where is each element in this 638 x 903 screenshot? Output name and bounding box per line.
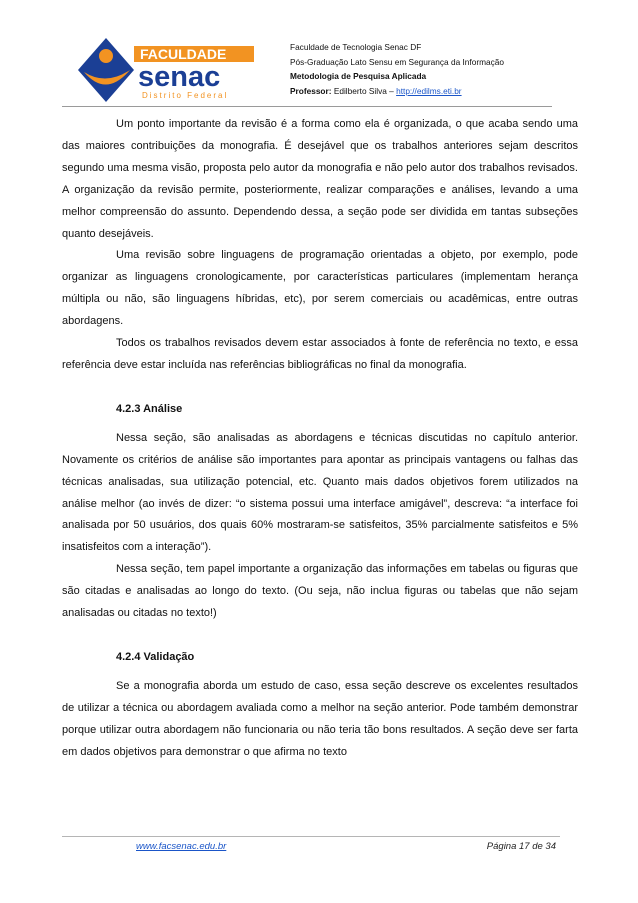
senac-logo xyxy=(76,36,276,104)
professor-line xyxy=(290,84,504,99)
section-heading-validacao: 4.2.4 Validação xyxy=(116,650,195,663)
section-heading-analise: 4.2.3 Análise xyxy=(116,402,183,415)
professor-name: Edilberto Silva – xyxy=(333,85,394,96)
header-divider xyxy=(62,106,552,107)
logo-line1: FACULDADE xyxy=(140,46,227,62)
paragraph-4: Nessa seção, são analisadas as abordagens e técnicas discutidas no capítulo anterior. Novamente os critérios de análise são importantes para apontar as principais vantagens ou falhas das técnicas analisadas, sua utilização potencial, etc. Quanto mais dados objetivos forem utilizados na análise melhor (ao invés de dizer: “o sistema possui uma interface amigável”, descreva: “a interface foi analisada por 50 usuários, dos quais 60% mostraram-se satisfeitos, 35% parcialmente satisfeitos e 5% insatisfeitos com a interação”). xyxy=(62,431,578,554)
program-name: Pós-Graduação Lato Sensu em Segurança da Informação xyxy=(290,56,505,67)
logo-line2: senac xyxy=(138,61,221,93)
page-content xyxy=(62,114,578,763)
professor-label: Professor: xyxy=(290,85,332,96)
footer-divider xyxy=(62,836,560,837)
course-name: Metodologia de Pesquisa Aplicada xyxy=(290,71,427,82)
paragraph-5: Nessa seção, tem papel importante a organização das informações em tabelas ou figuras que são citadas e analisadas ao longo do texto. (Ou seja, não inclua figuras ou tabelas que não sejam analisadas ou citadas no texto!) xyxy=(62,563,578,620)
professor-link[interactable]: http://edilms.eti.br xyxy=(396,85,462,96)
paragraph-6: Se a monografia aborda um estudo de caso, essa seção descreve os excelentes resultados de utilizar a técnica ou abordagem avaliada como a melhor na seção anterior. Pode também demonstrar porque utilizar outra abordagem não funcionaria ou não teria tão bons resultados. A seção deve ser farta em dados objetivos para demonstrar o que afirma no texto xyxy=(62,679,578,758)
paragraph-1: Um ponto importante da revisão é a forma como ela é organizada, o que acaba sendo uma das maiores contribuições da monografia. É desejável que os trabalhos anteriores sejam descritos segundo uma mesma visão, proposta pelo autor da monografia e não pelo autor dos trabalhos revisados. A organização da revisão permite, posteriormente, realizar comparações e análises, levando a uma melhor compreensão do assunto. Dependendo dessa, a seção pode ser dividida em tantas subseções quanto desejáveis. xyxy=(62,118,578,240)
institution-name: Faculdade de Tecnologia Senac DF xyxy=(290,42,422,52)
page-number: Página 17 de 34 xyxy=(486,841,556,852)
paragraph-2: Uma revisão sobre linguagens de programação orientadas a objeto, por exemplo, pode organizar as linguagens cronologicamente, por características particulares (implementam herança múltipla ou não, são linguagens híbridas, etc), por serem comerciais ou acadêmicas, entre outras abordagens. xyxy=(62,249,578,328)
footer-website-link[interactable]: www.facsenac.edu.br xyxy=(136,841,227,852)
logo-line3: Distrito Federal xyxy=(142,91,229,100)
paragraph-3: Todos os trabalhos revisados devem estar associados à fonte de referência no texto, e essa referência deve estar incluída nas referências bibliográficas no final da monografia. xyxy=(62,337,578,371)
header-info xyxy=(290,40,504,98)
